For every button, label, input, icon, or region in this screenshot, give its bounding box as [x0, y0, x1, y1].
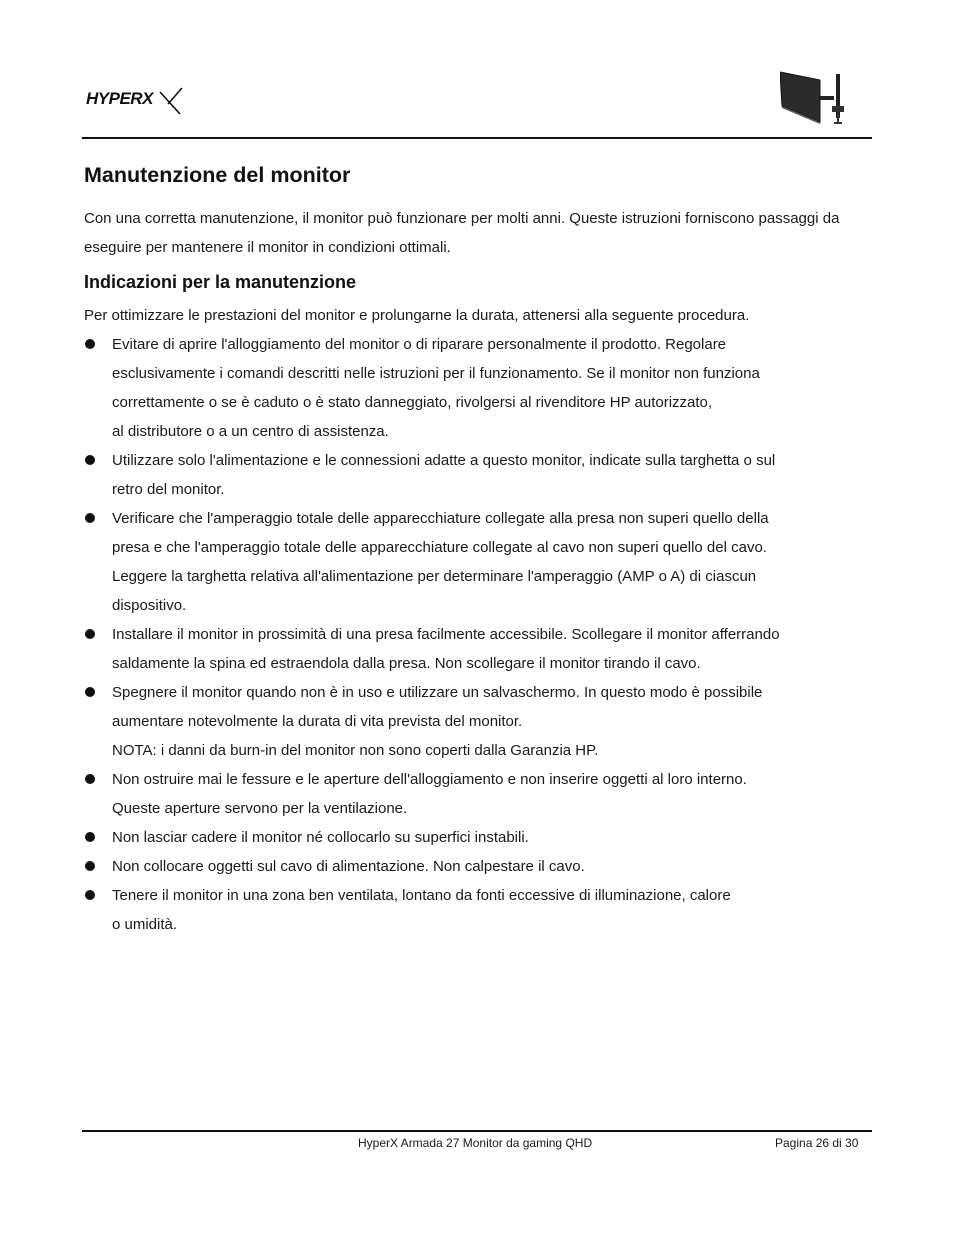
- page-body: [84, 160, 870, 939]
- list-item-line: al distributore o a un centro di assistenza.: [112, 423, 389, 440]
- bullet-dot-icon: [85, 687, 95, 697]
- list-item: [84, 765, 870, 823]
- bullet-dot-icon: [85, 832, 95, 842]
- section-title: Manutenzione del monitor: [84, 163, 351, 187]
- list-item: [84, 823, 870, 852]
- list-item-line: NOTA: i danni da burn-in del monitor non sono coperti dalla Garanzia HP.: [112, 742, 599, 759]
- subsection-title: Indicazioni per la manutenzione: [84, 272, 357, 292]
- bullet-dot-icon: [85, 455, 95, 465]
- bullet-dot-icon: [85, 890, 95, 900]
- maintenance-list: [84, 330, 870, 939]
- logo-text: HYPERX: [86, 89, 153, 108]
- footer-doc-title: HyperX Armada 27 Monitor da gaming QHD: [358, 1136, 593, 1150]
- list-item-line: aumentare notevolmente la durata di vita prevista del monitor.: [112, 713, 523, 730]
- monitor-arm-icon: [780, 70, 852, 126]
- list-item-line: Verificare che l'amperaggio totale delle apparecchiature collegate alla presa non superi quello della: [112, 510, 769, 527]
- header-divider: [82, 137, 872, 139]
- list-item-line: Installare il monitor in prossimità di una presa facilmente accessibile. Scollegare il monitor afferrando: [112, 626, 780, 643]
- subsection-lead: Per ottimizzare le prestazioni del monitor e prolungarne la durata, attenersi alla seguente procedura.: [84, 307, 750, 324]
- list-item-line: Leggere la targhetta relativa all'alimentazione per determinare l'amperaggio (AMP o A) di ciascun: [112, 568, 757, 585]
- list-item-line: o umidità.: [112, 916, 178, 933]
- list-item: [84, 620, 870, 678]
- page-header: [82, 70, 872, 138]
- list-item-line: dispositivo.: [112, 597, 187, 614]
- list-item-line: Spegnere il monitor quando non è in uso e utilizzare un salvaschermo. In questo modo è possibile: [112, 684, 763, 701]
- footer-page-number: Pagina 26 di 30: [775, 1136, 859, 1150]
- list-item-line: Non collocare oggetti sul cavo di alimentazione. Non calpestare il cavo.: [112, 858, 585, 875]
- list-item-line: Queste aperture servono per la ventilazione.: [112, 800, 408, 817]
- list-item: [84, 504, 870, 620]
- list-item: [84, 678, 870, 765]
- bullet-dot-icon: [85, 339, 95, 349]
- section-intro: Con una corretta manutenzione, il monitor può funzionare per molti anni. Queste istruzioni forniscono passaggi da eseguire per mantenere il monitor in condizioni ottimali.: [84, 210, 840, 256]
- list-item-line: Non lasciar cadere il monitor né collocarlo su superfici instabili.: [112, 829, 529, 846]
- list-item-line: esclusivamente i comandi descritti nelle istruzioni per il funzionamento. Se il monitor non funziona: [112, 365, 760, 382]
- list-item-line: saldamente la spina ed estraendola dalla presa. Non scollegare il monitor tirando il cavo.: [112, 655, 701, 672]
- list-item: [84, 330, 870, 446]
- bullet-dot-icon: [85, 861, 95, 871]
- bullet-dot-icon: [85, 629, 95, 639]
- list-item-line: Utilizzare solo l'alimentazione e le connessioni adatte a questo monitor, indicate sulla targhetta o sul: [112, 452, 776, 469]
- list-item-line: retro del monitor.: [112, 481, 225, 498]
- hyperx-logo: [84, 80, 184, 114]
- list-item: [84, 446, 870, 504]
- list-item-line: Evitare di aprire l'alloggiamento del monitor o di riparare personalmente il prodotto. Regolare: [112, 336, 727, 353]
- list-item-line: Non ostruire mai le fessure e le aperture dell'alloggiamento e non inserire oggetti al loro interno.: [112, 771, 747, 788]
- list-item-line: presa e che l'amperaggio totale delle apparecchiature collegate al cavo non superi quello del cavo.: [112, 539, 767, 556]
- footer-divider: [82, 1130, 872, 1132]
- bullet-dot-icon: [85, 774, 95, 784]
- list-item: [84, 881, 870, 939]
- list-item: [84, 852, 870, 881]
- list-item-line: correttamente o se è caduto o è stato danneggiato, rivolgersi al rivenditore HP autorizzato,: [112, 394, 713, 411]
- bullet-dot-icon: [85, 513, 95, 523]
- list-item-line: Tenere il monitor in una zona ben ventilata, lontano da fonti eccessive di illuminazione, calore: [112, 887, 731, 904]
